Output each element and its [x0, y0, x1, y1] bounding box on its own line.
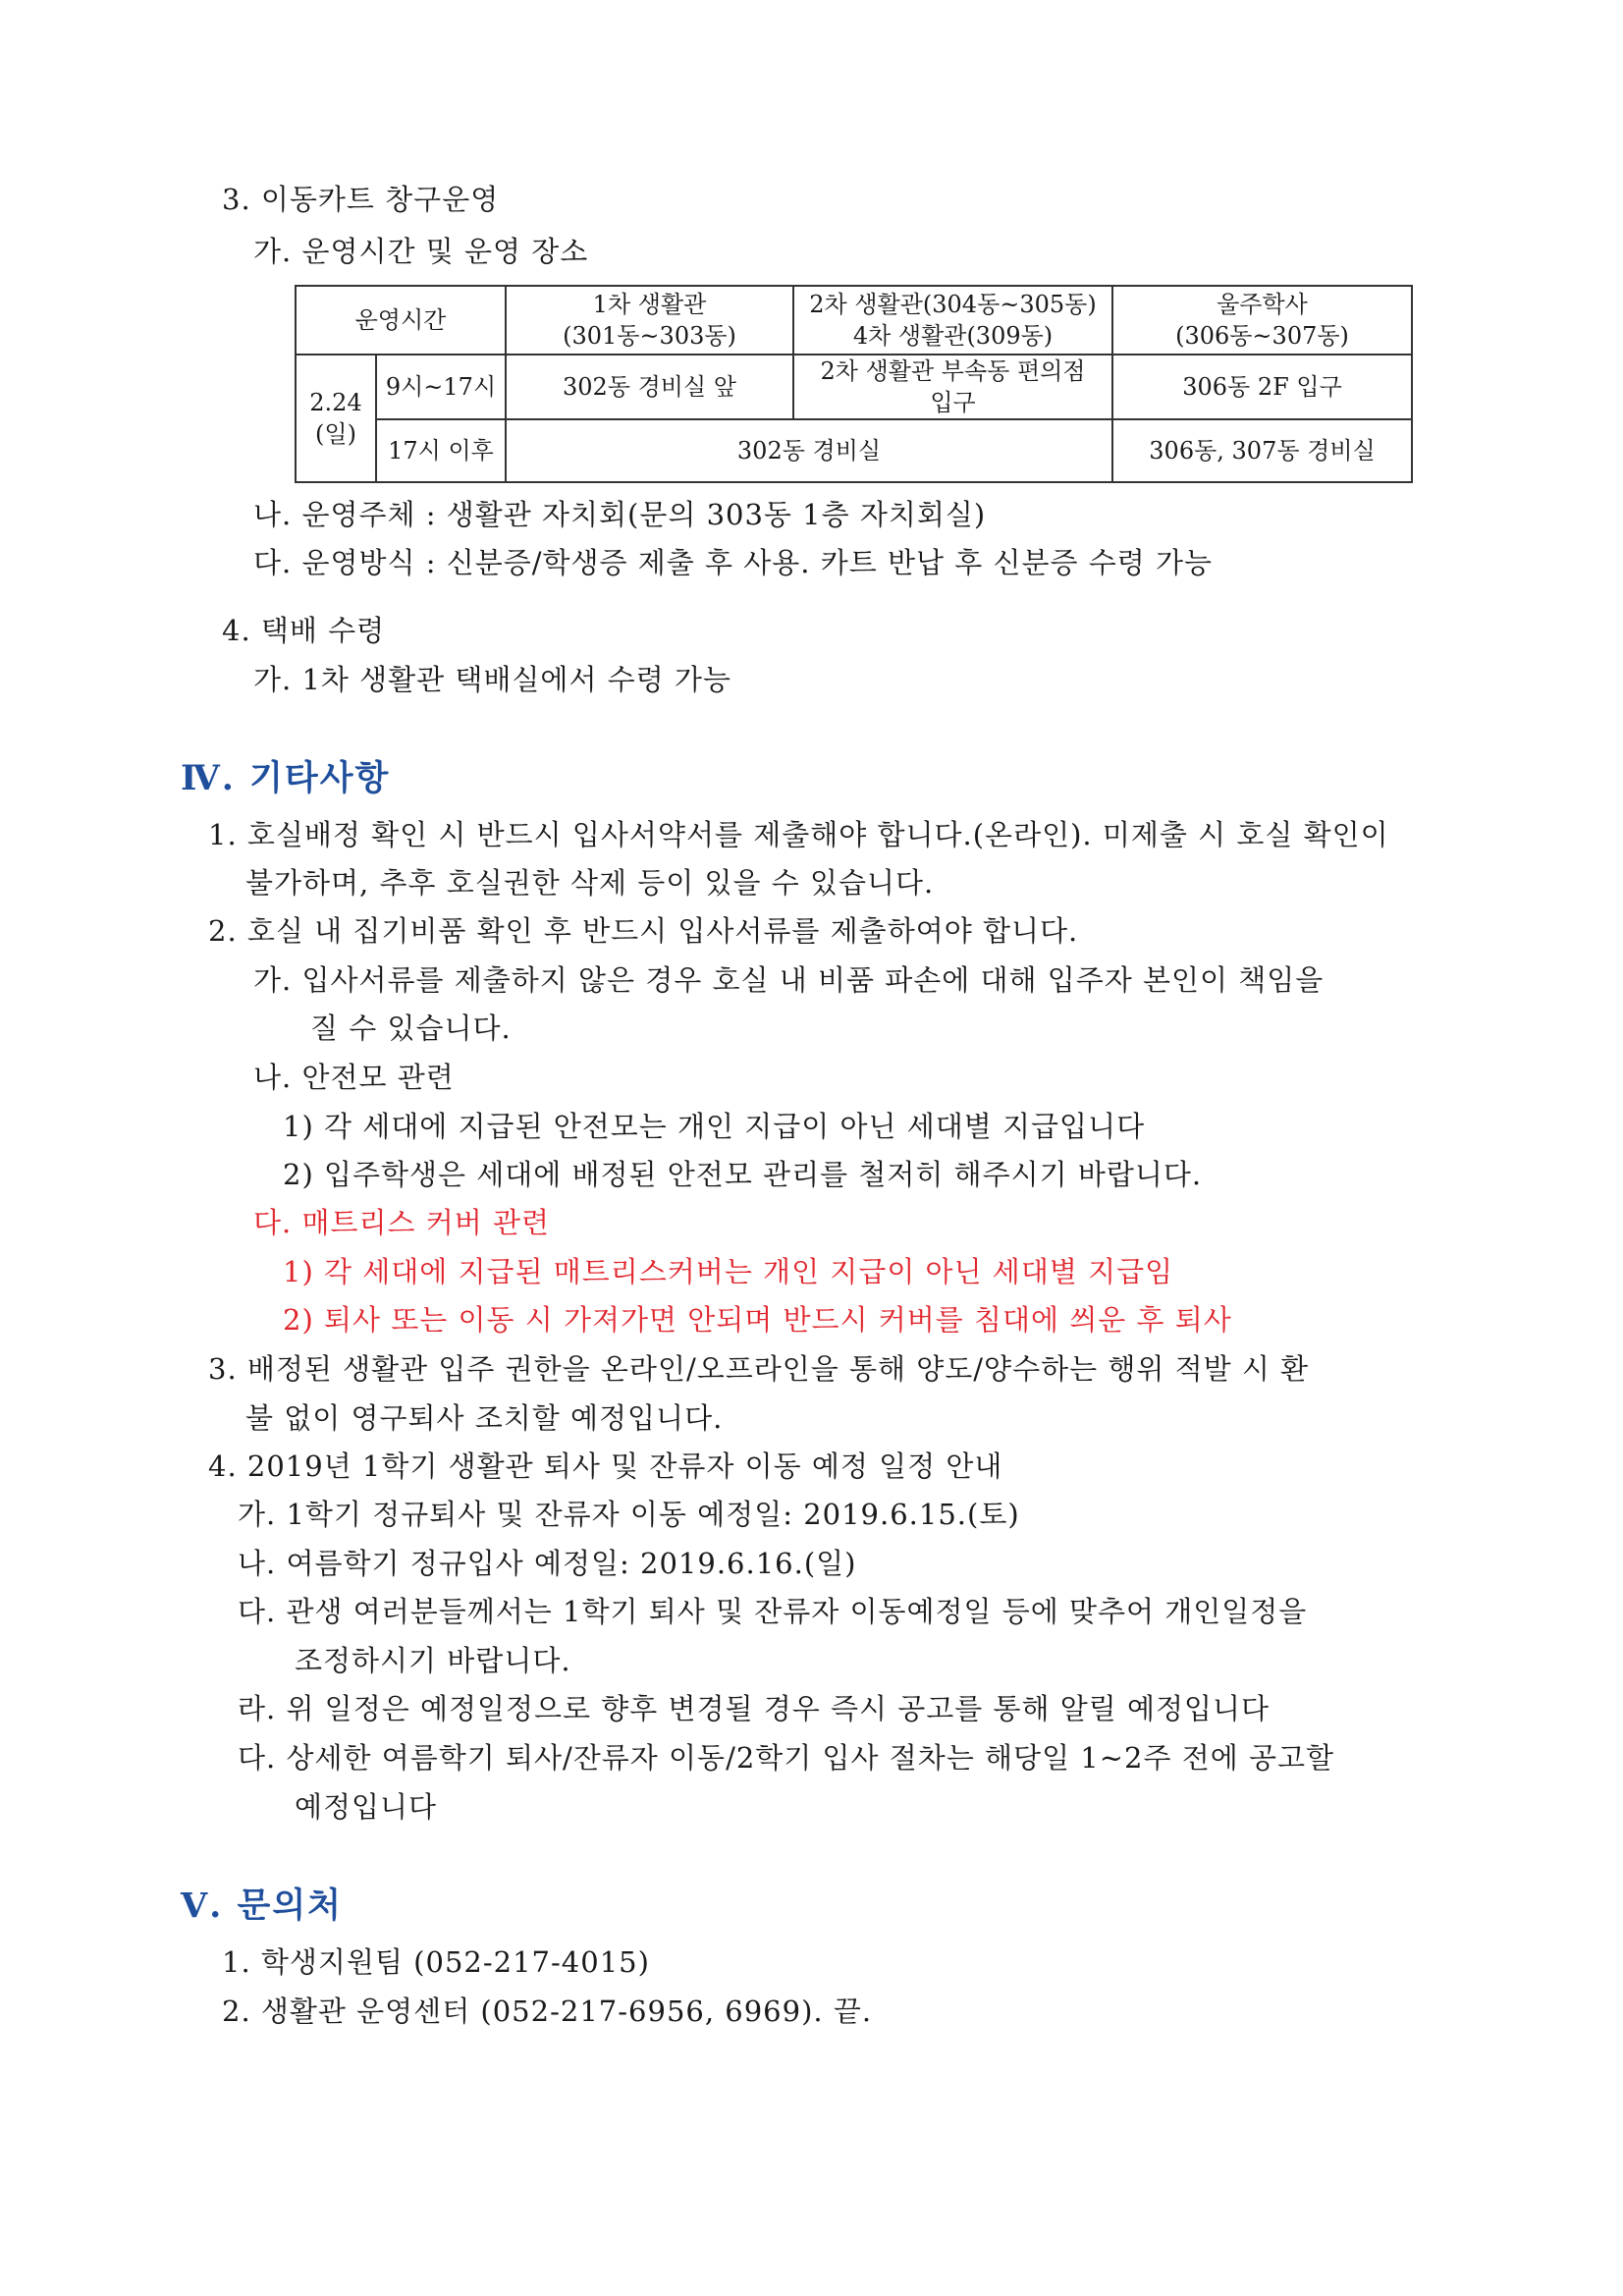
header-col2-line1: 2차 생활관(304동~305동): [809, 291, 1097, 318]
other-item2-b2: 2) 입주학생은 세대에 배정된 안전모 관리를 철저히 해주시기 바랍니다.: [283, 1158, 1203, 1191]
cart-method: 다. 운영방식 : 신분증/학생증 제출 후 사용. 카트 반납 후 신분증 수령 가능: [253, 546, 1213, 579]
contact-item2: 2. 생활관 운영센터 (052-217-6956, 6969). 끝.: [222, 1995, 873, 2028]
other-item2: 2. 호실 내 집기비품 확인 후 반드시 입사서류를 제출하여야 합니다.: [208, 914, 1079, 948]
row2-time-cell: 17시 이후: [376, 419, 506, 482]
header-col1-line1: 1차 생활관: [592, 291, 707, 318]
header-col1-line2: (301동~303동): [563, 322, 736, 350]
other-item2-a-line1: 가. 입사서류를 제출하지 않은 경우 호실 내 비품 파손에 대해 입주자 본인이 책임을: [253, 963, 1325, 997]
header-col3-line2: (306동~307동): [1175, 322, 1349, 350]
date-cell: [296, 355, 376, 482]
other-item4-a: 가. 1학기 정규퇴사 및 잔류자 이동 예정일: 2019.6.15.(토): [238, 1498, 1020, 1531]
other-item4-b: 나. 여름학기 정규입사 예정일: 2019.6.16.(일): [238, 1547, 857, 1580]
other-item4-e-line2: 예정입니다: [295, 1790, 438, 1824]
other-item4: 4. 2019년 1학기 생활관 퇴사 및 잔류자 이동 예정 일정 안내: [208, 1449, 1003, 1483]
cart-operator: 나. 운영주체 : 생활관 자치회(문의 303동 1층 자치회실): [253, 498, 987, 531]
row1-col1-cell: 302동 경비실 앞: [506, 355, 793, 419]
other-item3-line1: 3. 배정된 생활관 입주 권한을 온라인/오프라인을 통해 양도/양수하는 행위 적발 시 환: [208, 1352, 1310, 1386]
header-col3-cell: [1112, 286, 1412, 355]
row1-col3-cell: 306동 2F 입구: [1112, 355, 1412, 419]
header-col3-line1: 울주학사: [1217, 291, 1308, 318]
header-time-cell: 운영시간: [296, 286, 506, 355]
section-title-contact: Ⅴ. 문의처: [181, 1886, 343, 1926]
row1-time-cell: 9시~17시: [376, 355, 506, 419]
cart-time-place-subheading: 가. 운영시간 및 운영 장소: [253, 235, 589, 268]
other-item2-a-line2: 질 수 있습니다.: [310, 1011, 512, 1045]
other-item2-c2: 2) 퇴사 또는 이동 시 가져가면 안되며 반드시 커버를 침대에 씌운 후 퇴사: [283, 1303, 1232, 1337]
table-row: [296, 419, 1412, 482]
other-item1-line1: 1. 호실배정 확인 시 반드시 입사서약서를 제출해야 합니다.(온라인). 미제출 시 호실 확인이: [208, 818, 1389, 851]
other-item4-c-line2: 조정하시기 바랍니다.: [295, 1644, 571, 1677]
row2-col12-cell: 302동 경비실: [506, 419, 1112, 482]
header-col2-line2: 4차 생활관(309동): [852, 322, 1054, 350]
parcel-item: 가. 1차 생활관 택배실에서 수령 가능: [253, 663, 731, 696]
cart-heading: 3. 이동카트 창구운영: [222, 183, 500, 216]
header-col2-cell: [793, 286, 1112, 355]
date-line1: 2.24: [309, 389, 362, 416]
other-item2-b1: 1) 각 세대에 지급된 안전모는 개인 지급이 아닌 세대별 지급입니다: [283, 1110, 1146, 1143]
table-header-row: [296, 286, 1412, 355]
other-item2-b: 나. 안전모 관련: [253, 1061, 455, 1094]
row1-col2-line1: 2차 생활관 부속동 편의점: [820, 357, 1086, 385]
parcel-heading: 4. 택배 수령: [222, 614, 386, 647]
cart-schedule-table: [295, 285, 1413, 483]
table-row: [296, 355, 1412, 419]
other-item2-c1: 1) 각 세대에 지급된 매트리스커버는 개인 지급이 아닌 세대별 지급임: [283, 1255, 1174, 1288]
date-line2: (일): [315, 420, 356, 448]
row2-col3-cell: 306동, 307동 경비실: [1112, 419, 1412, 482]
other-item4-c-line1: 다. 관생 여러분들께서는 1학기 퇴사 및 잔류자 이동예정일 등에 맞추어 개인일정을: [238, 1595, 1308, 1628]
section-title-other: Ⅳ. 기타사항: [181, 758, 391, 798]
header-col1-cell: [506, 286, 793, 355]
contact-item1: 1. 학생지원팀 (052-217-4015): [222, 1945, 650, 1979]
row1-col2-line2: 입구: [930, 389, 976, 416]
other-item2-c: 다. 매트리스 커버 관련: [253, 1206, 550, 1239]
row1-col2-cell: [793, 355, 1112, 419]
other-item4-d: 라. 위 일정은 예정일정으로 향후 변경될 경우 즉시 공고를 통해 알릴 예정입니다: [238, 1692, 1271, 1725]
other-item1-line2: 불가하며, 추후 호실권한 삭제 등이 있을 수 있습니다.: [245, 866, 935, 900]
other-item4-e-line1: 다. 상세한 여름학기 퇴사/잔류자 이동/2학기 입사 절차는 해당일 1~2주 전에 공고할: [238, 1741, 1335, 1775]
other-item3-line2: 불 없이 영구퇴사 조치할 예정입니다.: [245, 1401, 724, 1435]
